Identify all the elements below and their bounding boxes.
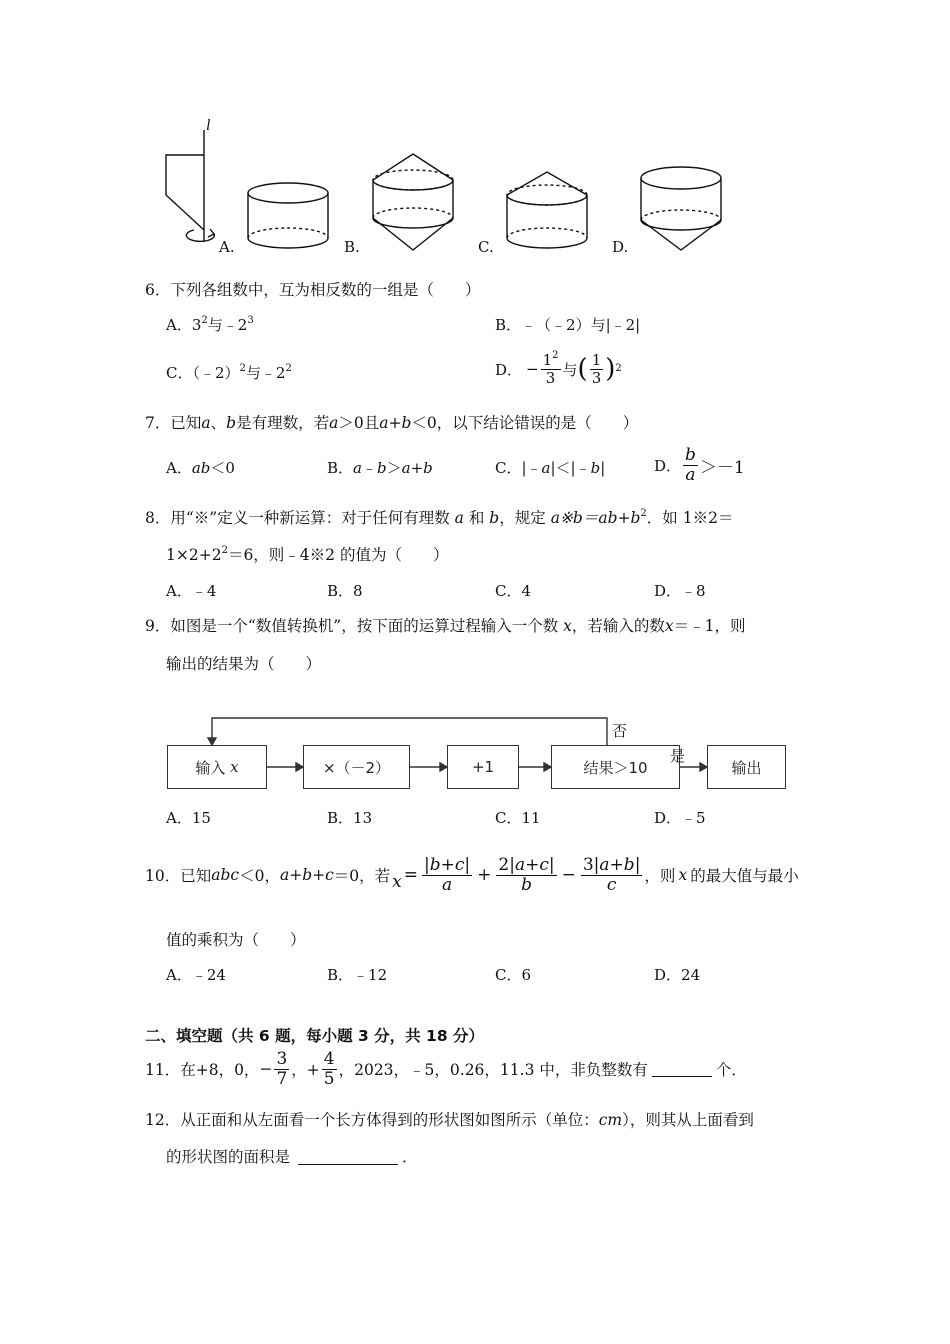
option-a-cylinder (248, 183, 328, 248)
q8-line1: 8．用“※”定义一种新运算：对于任何有理数 a 和 b，规定 $a※b=ab+b^2$．如 1※2＝ (145, 508, 734, 527)
q9-option-c: C．11 (495, 809, 541, 827)
q11-fraction-1: $\frac{3}{7}$ (276, 1048, 288, 1089)
q12-answer-blank[interactable] (298, 1150, 398, 1165)
q10-line2: 值的乘积为（ ） (166, 931, 306, 949)
q5-figure (150, 110, 750, 260)
q10-option-c: C．6 (495, 966, 532, 984)
rotation-axis-figure (166, 130, 214, 242)
flow-output-box: 输出 (707, 745, 786, 789)
q11-answer-blank[interactable] (652, 1062, 712, 1077)
q10-option-a: A．﹣24 (166, 966, 226, 984)
q9-line1: 9．如图是一个“数值转换机”，按下面的运算过程输入一个数 x，若输入的数x＝﹣1，则 (145, 617, 746, 635)
q7-option-d: D． $\frac{b}{a}$ ＞－1 (654, 444, 745, 485)
q10-option-d: D．24 (654, 966, 701, 984)
q12-line1: 12．从正面和从左面看一个长方体得到的形状图如图所示（单位：cm），则其从上面看到 (145, 1111, 754, 1129)
option-c-solid (507, 172, 587, 248)
section-2-title: 二、填空题（共 6 题，每小题 3 分，共 18 分） (145, 1027, 485, 1045)
q11-fraction-2: $\frac{4}{5}$ (323, 1048, 335, 1089)
q6-stem: 6．下列各组数中，互为相反数的一组是（ ） (145, 281, 481, 299)
q6-option-c: C．（﹣2）$^2$与$﹣2^2$ (166, 363, 292, 382)
option-d-solid (641, 167, 721, 250)
q10-line1: 10．已知 abc ＜0， a+b+c ＝0，若 x = $\frac{|b+c|}{a}$ + $\frac{2|a+c|}{b}$ − $\frac{3|a+b|}{c}$ ，则 x 的最大值与最小 (145, 854, 799, 895)
flow-add-box: +1 (447, 745, 519, 789)
flow-multiply-box: ×（－2） (303, 745, 410, 789)
q9-option-a: A．15 (166, 809, 211, 827)
flow-input-box: 输入 x (167, 745, 267, 789)
axis-label: l (206, 117, 211, 134)
q8-option-a: A．﹣4 (166, 582, 217, 600)
q11-line: 11．在+8，0， − $\frac{3}{7}$ ，+ $\frac{4}{5}$ ，2023，﹣5，0.26，11.3 中，非负整数有 个． (145, 1048, 747, 1089)
q8-line2: $1\times 2+2^2=6$，则﹣4※2 的值为（ ） (166, 545, 449, 564)
q5-option-b-label: B. (344, 238, 360, 256)
q7-option-b: B．a﹣b＞a+b (327, 459, 433, 477)
q9-line2: 输出的结果为（ ） (166, 655, 322, 673)
q10-option-b: B．﹣12 (327, 966, 388, 984)
q9-option-b: B．13 (327, 809, 373, 827)
option-b-solid (373, 154, 453, 250)
q6-d-fraction-1: $\frac{1^2}{3}$ (542, 349, 559, 387)
q6-option-a: A．$3^2$与$﹣2^3$ (166, 315, 254, 334)
q10-fraction-1: $\frac{|b+c|}{a}$ (424, 854, 471, 895)
q12-line2: 的形状图的面积是 ． (166, 1148, 418, 1166)
q10-fraction-2: $\frac{2|a+c|}{b}$ (498, 854, 555, 895)
q7-stem: 7．已知a、b是有理数，若a＞0且a+b＜0，以下结论错误的是（ ） (145, 414, 639, 432)
q6-option-d: D． − $\frac{1^2}{3}$ 与 ( $\frac{1}{3}$ ) 2 (495, 349, 622, 387)
q7-option-c: C．|﹣a|＜|﹣b| (495, 459, 606, 477)
q7-option-a: A．ab＜0 (166, 459, 235, 477)
q5-option-c-label: C. (478, 238, 494, 256)
flow-yes-label: 是 (670, 747, 686, 765)
q8-option-b: B．8 (327, 582, 363, 600)
q6-option-b: B．﹣（﹣2）与|﹣2| (495, 316, 641, 334)
q5-option-a-label: A. (219, 238, 235, 256)
q6-d-fraction-2: $\frac{1}{3}$ (591, 350, 602, 387)
q8-option-c: C．4 (495, 582, 532, 600)
q10-fraction-3: $\frac{3|a+b|}{c}$ (582, 854, 641, 895)
q8-option-d: D．﹣8 (654, 582, 706, 600)
q9-option-d: D．﹣5 (654, 809, 706, 827)
flow-check-box: 结果＞10 (551, 745, 680, 789)
flow-no-label: 否 (612, 722, 628, 740)
q10-formula: x = $\frac{|b+c|}{a}$ + $\frac{2|a+c|}{b}$ − $\frac{3|a+b|}{c}$ (392, 854, 641, 895)
q5-option-d-label: D. (612, 238, 629, 256)
q7-d-fraction: $\frac{b}{a}$ (685, 444, 696, 485)
